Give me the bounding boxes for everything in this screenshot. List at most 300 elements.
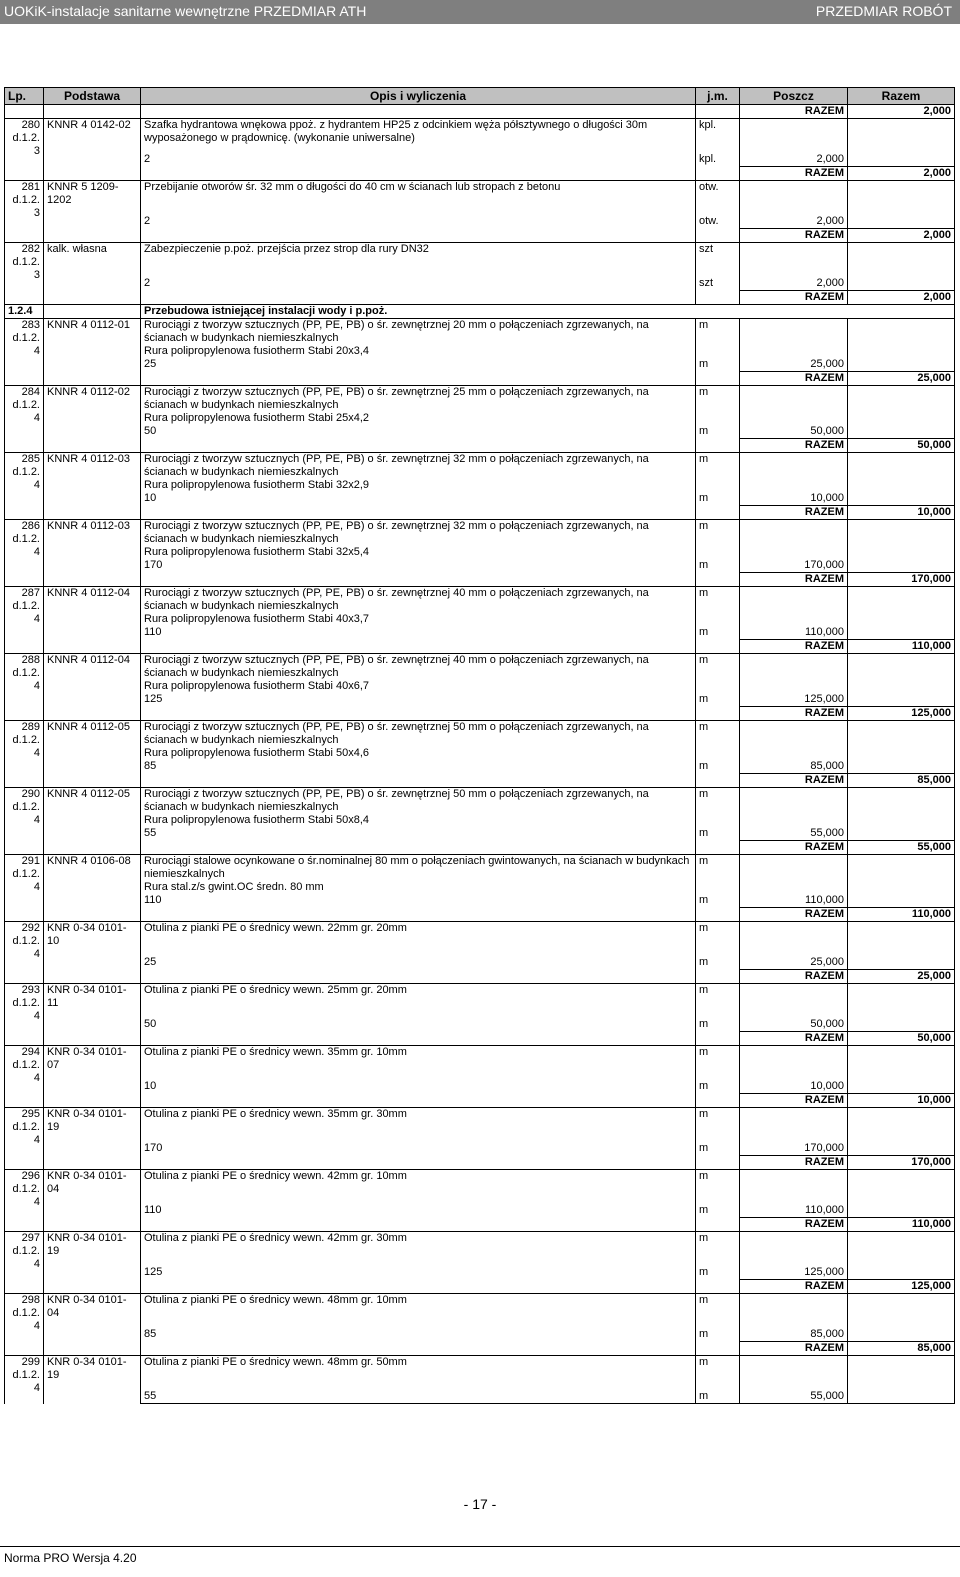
quantity-unit: szt bbox=[696, 277, 740, 291]
poszcz-value: 170,000 bbox=[740, 559, 848, 573]
opis-cell bbox=[141, 1094, 696, 1108]
lp-cell bbox=[5, 970, 44, 984]
jm-cell bbox=[696, 841, 740, 855]
razem-row bbox=[5, 707, 955, 721]
col-poszcz: Poszcz bbox=[740, 88, 848, 105]
quantity-row bbox=[5, 956, 955, 970]
poszcz-value: 170,000 bbox=[740, 1142, 848, 1156]
poszcz-cell bbox=[740, 984, 848, 1019]
position-basis: KNNR 4 0112-04 bbox=[44, 587, 141, 640]
poszcz-value: 110,000 bbox=[740, 1204, 848, 1218]
poszcz-value: 2,000 bbox=[740, 277, 848, 291]
jm-cell bbox=[696, 573, 740, 587]
quantity-row bbox=[5, 894, 955, 908]
razem-label: RAZEM bbox=[740, 506, 848, 520]
razem-label: RAZEM bbox=[740, 229, 848, 243]
razem-label: RAZEM bbox=[740, 1156, 848, 1170]
poszcz-value: 25,000 bbox=[740, 956, 848, 970]
poszcz-cell bbox=[740, 345, 848, 358]
position-number: 296 d.1.2. 4 bbox=[5, 1170, 44, 1218]
poszcz-value: 125,000 bbox=[740, 1266, 848, 1280]
razem-cell bbox=[848, 760, 955, 774]
razem-cell bbox=[848, 613, 955, 626]
position-description: Rurociągi z tworzyw sztucznych (PP, PE, PB) o śr. zewnętrznej 50 mm o połączeniach zgrzewanych, na ścianach w budynkach niemieszkalnych bbox=[141, 721, 696, 748]
razem-label: RAZEM bbox=[740, 372, 848, 386]
position-description: Zabezpieczenie p.poż. przejścia przez strop dla rury DN32 bbox=[141, 243, 696, 278]
lp-cell bbox=[5, 774, 44, 788]
material-description: Rura polipropylenowa fusiotherm Stabi 20x3,4 bbox=[141, 345, 696, 358]
quantity-formula: 10 bbox=[141, 492, 696, 506]
jm-cell bbox=[696, 291, 740, 305]
razem-value: 2,000 bbox=[848, 291, 955, 305]
opis-cell bbox=[141, 1342, 696, 1356]
opis-cell bbox=[141, 841, 696, 855]
opis-cell bbox=[141, 229, 696, 243]
position-basis: KNR 0-34 0101-04 bbox=[44, 1170, 141, 1218]
position-description: Rurociągi z tworzyw sztucznych (PP, PE, PB) o śr. zewnętrznej 40 mm o połączeniach zgrzewanych, na ścianach w budynkach niemieszkalnych bbox=[141, 654, 696, 681]
position-description: Otulina z pianki PE o średnicy wewn. 35mm gr. 30mm bbox=[141, 1108, 696, 1143]
razem-label: RAZEM bbox=[740, 774, 848, 788]
poszcz-cell bbox=[740, 546, 848, 559]
poszcz-cell bbox=[740, 855, 848, 882]
position-number: 286 d.1.2. 4 bbox=[5, 520, 44, 573]
razem-cell bbox=[848, 814, 955, 827]
lp-cell bbox=[5, 1094, 44, 1108]
jm-cell bbox=[696, 908, 740, 922]
position-description: Rurociągi z tworzyw sztucznych (PP, PE, PB) o śr. zewnętrznej 32 mm o połączeniach zgrzewanych, na ścianach w budynkach niemieszkalnych bbox=[141, 453, 696, 480]
jm-cell bbox=[696, 881, 740, 894]
razem-value: 2,000 bbox=[848, 105, 955, 119]
razem-row bbox=[5, 1156, 955, 1170]
quantity-row bbox=[5, 827, 955, 841]
position-unit: otw. bbox=[696, 181, 740, 216]
position-number: 299 d.1.2. 4 bbox=[5, 1356, 44, 1404]
position-unit: m bbox=[696, 1108, 740, 1143]
position-unit: m bbox=[696, 319, 740, 346]
lp-cell bbox=[5, 1156, 44, 1170]
position-unit: m bbox=[696, 453, 740, 480]
quantity-formula: 110 bbox=[141, 894, 696, 908]
poszcz-cell bbox=[740, 181, 848, 216]
razem-cell bbox=[848, 922, 955, 957]
poszcz-cell bbox=[740, 721, 848, 748]
quantity-row bbox=[5, 492, 955, 506]
razem-cell bbox=[848, 680, 955, 693]
razem-value: 25,000 bbox=[848, 372, 955, 386]
position-basis: KNR 0-34 0101-10 bbox=[44, 922, 141, 970]
razem-cell bbox=[848, 215, 955, 229]
jm-cell bbox=[696, 1218, 740, 1232]
razem-value: 2,000 bbox=[848, 229, 955, 243]
position-unit: m bbox=[696, 721, 740, 748]
poszcz-value: 110,000 bbox=[740, 894, 848, 908]
quantity-unit: m bbox=[696, 559, 740, 573]
header-left: UOKiK-instalacje sanitarne wewnętrzne PRZEDMIAR ATH bbox=[4, 3, 367, 19]
razem-value: 110,000 bbox=[848, 1218, 955, 1232]
razem-value: 110,000 bbox=[848, 640, 955, 654]
col-jm: j.m. bbox=[696, 88, 740, 105]
position-description: Rurociągi z tworzyw sztucznych (PP, PE, PB) o śr. zewnętrznej 40 mm o połączeniach zgrzewanych, na ścianach w budynkach niemieszkalnych bbox=[141, 587, 696, 614]
quantity-formula: 125 bbox=[141, 693, 696, 707]
razem-value: 110,000 bbox=[848, 908, 955, 922]
razem-cell bbox=[848, 626, 955, 640]
position-number: 293 d.1.2. 4 bbox=[5, 984, 44, 1032]
razem-cell bbox=[848, 1356, 955, 1391]
quantity-unit: m bbox=[696, 358, 740, 372]
razem-cell bbox=[848, 492, 955, 506]
razem-cell bbox=[848, 894, 955, 908]
quantity-row bbox=[5, 1018, 955, 1032]
razem-value: 85,000 bbox=[848, 774, 955, 788]
jm-cell bbox=[696, 1156, 740, 1170]
lp-cell bbox=[5, 1280, 44, 1294]
poszcz-value: 50,000 bbox=[740, 425, 848, 439]
jm-cell bbox=[696, 439, 740, 453]
position-number: 291 d.1.2. 4 bbox=[5, 855, 44, 908]
razem-cell bbox=[848, 559, 955, 573]
position-description: Otulina z pianki PE o średnicy wewn. 25mm gr. 20mm bbox=[141, 984, 696, 1019]
razem-row bbox=[5, 506, 955, 520]
lp-cell bbox=[5, 841, 44, 855]
position-unit: m bbox=[696, 1170, 740, 1205]
poszcz-value: 10,000 bbox=[740, 1080, 848, 1094]
razem-cell bbox=[848, 747, 955, 760]
razem-cell bbox=[848, 881, 955, 894]
poszcz-value: 50,000 bbox=[740, 1018, 848, 1032]
position-basis: KNNR 4 0112-01 bbox=[44, 319, 141, 372]
page-number: - 17 - bbox=[463, 1496, 497, 1512]
jm-cell bbox=[696, 747, 740, 760]
razem-label: RAZEM bbox=[740, 291, 848, 305]
section-blank bbox=[44, 305, 141, 319]
podstawa-cell bbox=[44, 372, 141, 386]
material-description: Rura polipropylenowa fusiotherm Stabi 40x6,7 bbox=[141, 680, 696, 693]
razem-cell bbox=[848, 827, 955, 841]
material-row bbox=[5, 881, 955, 894]
position-number: 294 d.1.2. 4 bbox=[5, 1046, 44, 1094]
position-row bbox=[5, 1232, 955, 1267]
razem-cell bbox=[848, 412, 955, 425]
lp-cell bbox=[5, 439, 44, 453]
opis-cell bbox=[141, 439, 696, 453]
quantity-unit: m bbox=[696, 1390, 740, 1404]
quantity-row bbox=[5, 1390, 955, 1404]
opis-cell bbox=[141, 291, 696, 305]
razem-row bbox=[5, 291, 955, 305]
poszcz-value: 10,000 bbox=[740, 492, 848, 506]
podstawa-cell bbox=[44, 841, 141, 855]
quantity-unit: m bbox=[696, 1142, 740, 1156]
opis-cell bbox=[141, 774, 696, 788]
position-basis: kalk. własna bbox=[44, 243, 141, 291]
razem-value: 25,000 bbox=[848, 970, 955, 984]
lp-cell bbox=[5, 506, 44, 520]
razem-cell bbox=[848, 520, 955, 547]
razem-row bbox=[5, 1218, 955, 1232]
position-row bbox=[5, 1108, 955, 1143]
podstawa-cell bbox=[44, 707, 141, 721]
lp-cell bbox=[5, 1218, 44, 1232]
software-version: Norma PRO Wersja 4.20 bbox=[4, 1551, 137, 1565]
lp-cell bbox=[5, 908, 44, 922]
razem-cell bbox=[848, 386, 955, 413]
razem-cell bbox=[848, 479, 955, 492]
jm-cell bbox=[696, 372, 740, 386]
position-description: Rurociągi z tworzyw sztucznych (PP, PE, PB) o śr. zewnętrznej 50 mm o połączeniach zgrzewanych, na ścianach w budynkach niemieszkalnych bbox=[141, 788, 696, 815]
footer-divider bbox=[0, 1546, 960, 1547]
poszcz-value: 85,000 bbox=[740, 760, 848, 774]
poszcz-cell bbox=[740, 1294, 848, 1329]
quantity-row bbox=[5, 1328, 955, 1342]
position-description: Szafka hydrantowa wnękowa ppoż. z hydrantem HP25 z odcinkiem węża półsztywnego o długości 30m wyposażonego w prądownicę. (wykonanie uniwersalne) bbox=[141, 119, 696, 154]
lp-cell bbox=[5, 291, 44, 305]
position-basis: KNNR 4 0142-02 bbox=[44, 119, 141, 167]
position-number: 295 d.1.2. 4 bbox=[5, 1108, 44, 1156]
position-description: Rurociągi z tworzyw sztucznych (PP, PE, PB) o śr. zewnętrznej 32 mm o połączeniach zgrzewanych, na ścianach w budynkach niemieszkalnych bbox=[141, 520, 696, 547]
col-lp: Lp. bbox=[5, 88, 44, 105]
quantity-unit: m bbox=[696, 693, 740, 707]
razem-label: RAZEM bbox=[740, 1094, 848, 1108]
razem-value: 125,000 bbox=[848, 1280, 955, 1294]
poszcz-cell bbox=[740, 453, 848, 480]
lp-cell bbox=[5, 229, 44, 243]
position-unit: m bbox=[696, 1356, 740, 1391]
col-razem: Razem bbox=[848, 88, 955, 105]
razem-cell bbox=[848, 654, 955, 681]
razem-label: RAZEM bbox=[740, 841, 848, 855]
position-description: Rurociągi stalowe ocynkowane o śr.nominalnej 80 mm o połączeniach gwintowanych, na ścianach w budynkach niemieszkalnych bbox=[141, 855, 696, 882]
position-row bbox=[5, 1356, 955, 1391]
jm-cell bbox=[696, 1280, 740, 1294]
quantity-unit: m bbox=[696, 827, 740, 841]
lp-cell bbox=[5, 372, 44, 386]
jm-cell bbox=[696, 105, 740, 119]
material-row bbox=[5, 479, 955, 492]
position-row bbox=[5, 788, 955, 815]
position-basis: KNNR 4 0112-05 bbox=[44, 788, 141, 841]
poszcz-cell bbox=[740, 1232, 848, 1267]
lp-cell bbox=[5, 707, 44, 721]
position-unit: m bbox=[696, 1232, 740, 1267]
razem-row bbox=[5, 908, 955, 922]
jm-cell bbox=[696, 640, 740, 654]
poszcz-cell bbox=[740, 881, 848, 894]
jm-cell bbox=[696, 1032, 740, 1046]
lp-cell bbox=[5, 167, 44, 181]
razem-cell bbox=[848, 956, 955, 970]
razem-value: 50,000 bbox=[848, 439, 955, 453]
material-description: Rura polipropylenowa fusiotherm Stabi 40x3,7 bbox=[141, 613, 696, 626]
position-number: 285 d.1.2. 4 bbox=[5, 453, 44, 506]
razem-row bbox=[5, 1280, 955, 1294]
podstawa-cell bbox=[44, 506, 141, 520]
podstawa-cell bbox=[44, 1218, 141, 1232]
position-row bbox=[5, 654, 955, 681]
razem-value: 85,000 bbox=[848, 1342, 955, 1356]
opis-cell bbox=[141, 707, 696, 721]
position-number: 282 d.1.2. 3 bbox=[5, 243, 44, 291]
poszcz-cell bbox=[740, 1046, 848, 1081]
razem-cell bbox=[848, 1108, 955, 1143]
quantity-formula: 55 bbox=[141, 1390, 696, 1404]
razem-cell bbox=[848, 1046, 955, 1081]
razem-cell bbox=[848, 119, 955, 154]
quantity-row bbox=[5, 153, 955, 167]
document-header bbox=[0, 0, 960, 24]
poszcz-cell bbox=[740, 1356, 848, 1391]
position-description: Rurociągi z tworzyw sztucznych (PP, PE, PB) o śr. zewnętrznej 25 mm o połączeniach zgrzewanych, na ścianach w budynkach niemieszkalnych bbox=[141, 386, 696, 413]
material-row bbox=[5, 613, 955, 626]
jm-cell bbox=[696, 412, 740, 425]
section-number: 1.2.4 bbox=[5, 305, 44, 319]
position-basis: KNNR 4 0112-04 bbox=[44, 654, 141, 707]
podstawa-cell bbox=[44, 640, 141, 654]
razem-label: RAZEM bbox=[740, 1218, 848, 1232]
quantity-formula: 10 bbox=[141, 1080, 696, 1094]
razem-cell bbox=[848, 1328, 955, 1342]
position-number: 284 d.1.2. 4 bbox=[5, 386, 44, 439]
material-description: Rura polipropylenowa fusiotherm Stabi 50x4,6 bbox=[141, 747, 696, 760]
razem-value: 170,000 bbox=[848, 573, 955, 587]
jm-cell bbox=[696, 707, 740, 721]
razem-value: 55,000 bbox=[848, 841, 955, 855]
position-row bbox=[5, 1046, 955, 1081]
material-row bbox=[5, 747, 955, 760]
jm-cell bbox=[696, 506, 740, 520]
razem-cell bbox=[848, 1142, 955, 1156]
quantity-formula: 2 bbox=[141, 215, 696, 229]
position-unit: m bbox=[696, 587, 740, 614]
poszcz-cell bbox=[740, 319, 848, 346]
position-unit: kpl. bbox=[696, 119, 740, 154]
quantity-row bbox=[5, 626, 955, 640]
poszcz-cell bbox=[740, 613, 848, 626]
razem-cell bbox=[848, 319, 955, 346]
razem-value: 125,000 bbox=[848, 707, 955, 721]
material-row bbox=[5, 814, 955, 827]
razem-cell bbox=[848, 345, 955, 358]
position-number: 297 d.1.2. 4 bbox=[5, 1232, 44, 1280]
position-number: 280 d.1.2. 3 bbox=[5, 119, 44, 167]
position-row bbox=[5, 386, 955, 413]
podstawa-cell bbox=[44, 229, 141, 243]
opis-cell bbox=[141, 908, 696, 922]
position-row bbox=[5, 453, 955, 480]
podstawa-cell bbox=[44, 1032, 141, 1046]
quantity-unit: kpl. bbox=[696, 153, 740, 167]
lp-cell bbox=[5, 1342, 44, 1356]
quantity-unit: m bbox=[696, 1204, 740, 1218]
position-description: Otulina z pianki PE o średnicy wewn. 42mm gr. 30mm bbox=[141, 1232, 696, 1267]
razem-row bbox=[5, 841, 955, 855]
jm-cell bbox=[696, 1342, 740, 1356]
razem-cell bbox=[848, 855, 955, 882]
table-header bbox=[5, 88, 955, 105]
poszcz-cell bbox=[740, 479, 848, 492]
position-unit: m bbox=[696, 654, 740, 681]
quantity-formula: 2 bbox=[141, 153, 696, 167]
quantity-row bbox=[5, 559, 955, 573]
poszcz-value: 2,000 bbox=[740, 215, 848, 229]
razem-cell bbox=[848, 587, 955, 614]
position-row bbox=[5, 319, 955, 346]
poszcz-value: 25,000 bbox=[740, 358, 848, 372]
poszcz-cell bbox=[740, 680, 848, 693]
razem-label: RAZEM bbox=[740, 1280, 848, 1294]
quantity-formula: 25 bbox=[141, 956, 696, 970]
jm-cell bbox=[696, 970, 740, 984]
poszcz-cell bbox=[740, 520, 848, 547]
razem-label: RAZEM bbox=[740, 970, 848, 984]
position-unit: m bbox=[696, 922, 740, 957]
lp-cell bbox=[5, 1032, 44, 1046]
razem-cell bbox=[848, 1294, 955, 1329]
razem-cell bbox=[848, 721, 955, 748]
position-basis: KNNR 4 0112-03 bbox=[44, 453, 141, 506]
poszcz-cell bbox=[740, 747, 848, 760]
podstawa-cell bbox=[44, 573, 141, 587]
opis-cell bbox=[141, 573, 696, 587]
poszcz-value: 125,000 bbox=[740, 693, 848, 707]
razem-row bbox=[5, 774, 955, 788]
przedmiar-table bbox=[4, 87, 955, 1404]
lp-cell bbox=[5, 640, 44, 654]
razem-cell bbox=[848, 1018, 955, 1032]
razem-label: RAZEM bbox=[740, 707, 848, 721]
quantity-row bbox=[5, 425, 955, 439]
position-unit: m bbox=[696, 386, 740, 413]
position-row bbox=[5, 520, 955, 547]
position-description: Otulina z pianki PE o średnicy wewn. 22mm gr. 20mm bbox=[141, 922, 696, 957]
position-row bbox=[5, 587, 955, 614]
position-number: 290 d.1.2. 4 bbox=[5, 788, 44, 841]
razem-row bbox=[5, 1342, 955, 1356]
razem-cell bbox=[848, 153, 955, 167]
razem-cell bbox=[848, 1080, 955, 1094]
razem-row bbox=[5, 1032, 955, 1046]
lp-cell bbox=[5, 105, 44, 119]
position-basis: KNNR 4 0112-03 bbox=[44, 520, 141, 573]
material-row bbox=[5, 546, 955, 559]
poszcz-cell bbox=[740, 386, 848, 413]
razem-cell bbox=[848, 358, 955, 372]
position-basis: KNNR 4 0112-02 bbox=[44, 386, 141, 439]
razem-cell bbox=[848, 1204, 955, 1218]
razem-row bbox=[5, 372, 955, 386]
position-basis: KNR 0-34 0101-19 bbox=[44, 1356, 141, 1404]
poszcz-cell bbox=[740, 654, 848, 681]
quantity-unit: m bbox=[696, 894, 740, 908]
material-description: Rura polipropylenowa fusiotherm Stabi 25x4,2 bbox=[141, 412, 696, 425]
quantity-row bbox=[5, 1142, 955, 1156]
razem-row bbox=[5, 229, 955, 243]
razem-cell bbox=[848, 277, 955, 291]
razem-value: 170,000 bbox=[848, 1156, 955, 1170]
material-description: Rura stal.z/s gwint.OC średn. 80 mm bbox=[141, 881, 696, 894]
razem-label: RAZEM bbox=[740, 1342, 848, 1356]
position-unit: m bbox=[696, 520, 740, 547]
quantity-formula: 85 bbox=[141, 760, 696, 774]
position-basis: KNNR 4 0112-05 bbox=[44, 721, 141, 774]
quantity-unit: m bbox=[696, 492, 740, 506]
razem-label: RAZEM bbox=[740, 640, 848, 654]
poszcz-cell bbox=[740, 814, 848, 827]
position-unit: szt bbox=[696, 243, 740, 278]
razem-row bbox=[5, 439, 955, 453]
razem-cell bbox=[848, 1170, 955, 1205]
position-number: 287 d.1.2. 4 bbox=[5, 587, 44, 640]
quantity-unit: m bbox=[696, 425, 740, 439]
